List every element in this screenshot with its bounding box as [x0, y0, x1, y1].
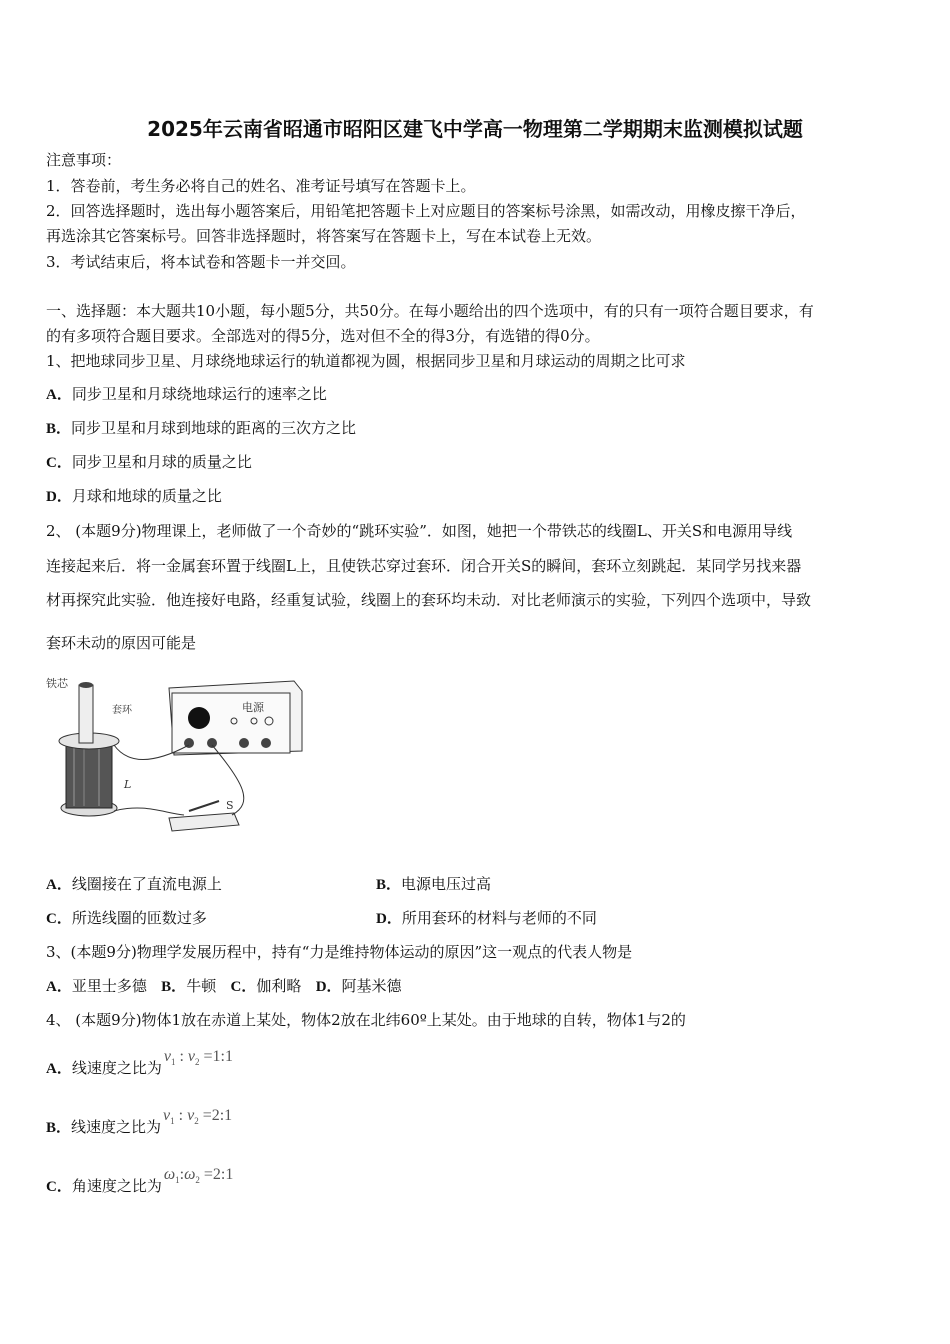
page-title: 2025年云南省昭通市昭阳区建飞中学高一物理第二学期期末监测模拟试题 — [147, 117, 803, 141]
label-coil: L — [124, 778, 132, 791]
question-2-stem: 连接起来后．将一金属套环置于线圈L上，且使铁芯穿过套环．闭合开关S的瞬间，套环立刻跳起．某同学另找来器 — [46, 557, 802, 575]
q1-option-d: D．月球和地球的质量之比 — [46, 487, 222, 505]
label-switch: S — [226, 799, 234, 812]
ratio-formula: $\omega_1:\omega_2$ =2:1 — [163, 1166, 234, 1186]
q2-option-c: C．所选线圈的匝数过多 — [46, 909, 207, 927]
question-1-stem: 1、把地球同步卫星、月球绕地球运行的轨道都视为圆，根据同步卫星和月球运动的周期之比可求 — [46, 352, 686, 370]
notice-item: 再选涂其它答案标号。回答非选择题时，将答案写在答题卡上，写在本试卷上无效。 — [46, 227, 602, 245]
q3-options: A．亚里士多德 B．牛顿 C．伽利略 D．阿基米德 — [46, 977, 402, 995]
jumping-ring-apparatus-figure — [44, 663, 314, 843]
notice-item: 1．答卷前，考生务必将自己的姓名、准考证号填写在答题卡上。 — [46, 177, 476, 195]
question-3-stem: 3、(本题9分)物理学发展历程中，持有“力是维持物体运动的原因”这一观点的代表人物是 — [46, 943, 633, 961]
q2-option-a: A．线圈接在了直流电源上 — [46, 875, 222, 893]
notice-heading: 注意事项： — [46, 151, 122, 169]
q4-option-a: A．线速度之比为$v_1$ : $v_2$ =1:1 — [46, 1048, 233, 1077]
notice-item: 2．回答选择题时，选出每小题答案后，用铅笔把答题卡上对应题目的答案标号涂黑，如需改动，用橡皮擦干净后， — [46, 202, 806, 220]
ratio-formula: $v_1$ : $v_2$ =1:1 — [163, 1048, 233, 1068]
section-instruction: 的有多项符合题目要求。全部选对的得5分，选对但不全的得3分，有选错的得0分。 — [46, 327, 600, 345]
section-instruction: 一、选择题：本大题共10小题，每小题5分，共50分。在每小题给出的四个选项中，有的只有一项符合题目要求，有 — [46, 302, 814, 320]
q1-option-a: A．同步卫星和月球绕地球运行的速率之比 — [46, 385, 327, 403]
q1-option-c: C．同步卫星和月球的质量之比 — [46, 453, 252, 471]
question-4-stem: 4、 (本题9分)物体1放在赤道上某处，物体2放在北纬60º上某处。由于地球的自转，物体1与2的 — [46, 1011, 686, 1029]
label-core: 铁芯 — [46, 677, 68, 690]
q4-option-c: C．角速度之比为$\omega_1:\omega_2$ =2:1 — [46, 1166, 234, 1195]
question-2-stem: 材再探究此实验．他连接好电路，经重复试验，线圈上的套环均未动．对比老师演示的实验，下列四个选项中，导致 — [46, 591, 812, 609]
q2-option-d: D．所用套环的材料与老师的不同 — [376, 909, 597, 927]
notice-item: 3．考试结束后，将本试卷和答题卡一并交回。 — [46, 253, 356, 271]
question-2-stem: 套环未动的原因可能是 — [46, 634, 197, 652]
ratio-formula: $v_1$ : $v_2$ =2:1 — [163, 1107, 233, 1127]
label-ring: 套环 — [112, 705, 132, 716]
q2-option-b: B．电源电压过高 — [376, 875, 492, 893]
q4-option-b: B．线速度之比为$v_1$ : $v_2$ =2:1 — [46, 1107, 233, 1136]
label-power: 电源 — [242, 701, 264, 714]
q1-option-b: B．同步卫星和月球到地球的距离的三次方之比 — [46, 419, 357, 437]
question-2-stem: 2、 (本题9分)物理课上，老师做了一个奇妙的“跳环实验”．如图，她把一个带铁芯的线圈L、开关S和电源用导线 — [46, 522, 793, 540]
